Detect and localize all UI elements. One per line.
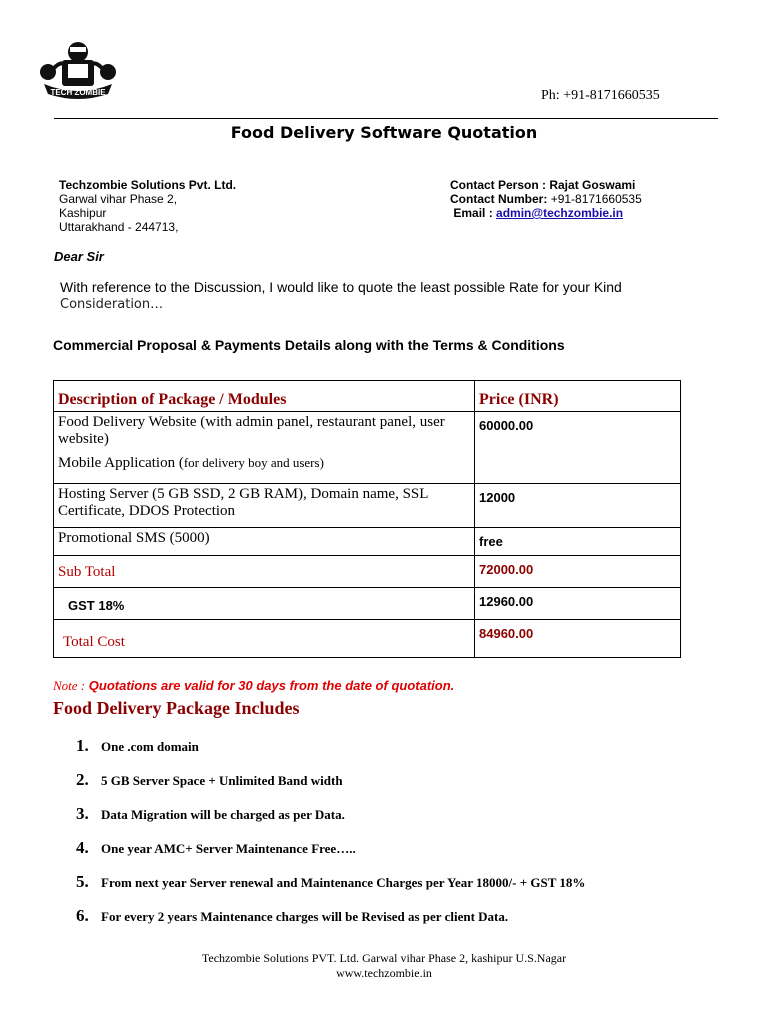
row-hosting-desc: Hosting Server (5 GB SSD, 2 GB RAM), Domain name, SSL Certificate, DDOS Protection — [54, 484, 475, 528]
greeting: Dear Sir — [54, 249, 104, 264]
intro-line-1: With reference to the Discussion, I would like to quote the least possible Rate for your Kind — [60, 279, 622, 295]
note-text: Quotations are valid for 30 days from the date of quotation. — [88, 678, 455, 693]
list-item — [76, 838, 585, 872]
mobile-app-detail: for delivery boy and users) — [183, 455, 324, 470]
item-text: One year AMC+ Server Maintenance Free….. — [101, 841, 356, 856]
table-row — [54, 620, 681, 658]
subtotal-label: Sub Total — [54, 556, 475, 588]
gst-label: GST 18% — [54, 588, 475, 620]
contact-block — [450, 178, 642, 220]
svg-text:TECH ZOMBIE: TECH ZOMBIE — [50, 88, 106, 97]
footer-website: www.techzombie.in — [336, 966, 432, 980]
table-row — [54, 556, 681, 588]
company-address — [59, 178, 236, 234]
row-website-desc — [54, 412, 475, 484]
row-sms-desc: Promotional SMS (5000) — [54, 528, 475, 556]
note-label: Note : — [53, 678, 86, 693]
list-item — [76, 872, 585, 906]
item-text: One .com domain — [101, 739, 199, 754]
tech-zombie-logo — [36, 38, 120, 100]
total-price: 84960.00 — [475, 620, 681, 658]
mobile-app-text: Mobile Application ( — [58, 455, 184, 471]
address-line-3: Uttarakhand - 244713, — [59, 220, 179, 234]
page-footer — [0, 951, 768, 981]
intro-line-2: Consideration… — [60, 297, 164, 312]
table-row — [54, 528, 681, 556]
item-text: Data Migration will be charged as per Data. — [101, 807, 345, 822]
row-website-price: 60000.00 — [475, 412, 681, 484]
package-list — [76, 736, 585, 940]
total-label: Total Cost — [54, 620, 475, 658]
list-item — [76, 736, 585, 770]
item-number: 5. — [76, 872, 89, 891]
gst-price: 12960.00 — [475, 588, 681, 620]
address-line-2: Kashipur — [59, 206, 107, 220]
quotation-table — [53, 380, 681, 658]
list-item — [76, 804, 585, 838]
item-text: From next year Server renewal and Maintenance Charges per Year 18000/- + GST 18% — [101, 875, 586, 890]
header-divider — [54, 118, 718, 119]
proposal-heading: Commercial Proposal & Payments Details along with the Terms & Conditions — [53, 337, 565, 353]
item-number: 2. — [76, 770, 89, 789]
website-desc-text: Food Delivery Website (with admin panel, restaurant panel, user website) — [58, 414, 445, 447]
item-number: 3. — [76, 804, 89, 823]
item-number: 1. — [76, 736, 89, 755]
contact-number-label: Contact Number: — [450, 192, 548, 206]
header-description: Description of Package / Modules — [54, 381, 475, 412]
validity-note — [53, 678, 454, 694]
list-item — [76, 770, 585, 804]
footer-address: Techzombie Solutions PVT. Ltd. Garwal vihar Phase 2, kashipur U.S.Nagar — [201, 951, 567, 965]
table-row — [54, 588, 681, 620]
item-number: 4. — [76, 838, 89, 857]
list-item — [76, 906, 585, 940]
intro-paragraph — [60, 279, 720, 313]
page-title: Food Delivery Software Quotation — [230, 123, 538, 142]
contact-number: +91-8171660535 — [550, 192, 642, 206]
company-name: Techzombie Solutions Pvt. Ltd. — [59, 178, 237, 192]
table-header-row — [54, 381, 681, 412]
email-link[interactable]: admin@techzombie.in — [496, 206, 624, 220]
item-text: 5 GB Server Space + Unlimited Band width — [101, 773, 343, 788]
row-sms-price: free — [475, 528, 681, 556]
package-heading: Food Delivery Package Includes — [53, 698, 300, 718]
row-hosting-price: 12000 — [475, 484, 681, 528]
subtotal-price: 72000.00 — [475, 556, 681, 588]
email-label: Email : — [453, 206, 493, 220]
address-line-1: Garwal vihar Phase 2, — [59, 192, 178, 206]
item-number: 6. — [76, 906, 89, 925]
table-row — [54, 484, 681, 528]
item-text: For every 2 years Maintenance charges will be Revised as per client Data. — [101, 909, 509, 924]
table-row — [54, 412, 681, 484]
phone-number: Ph: +91-8171660535 — [541, 88, 660, 103]
header-price: Price (INR) — [475, 381, 681, 412]
contact-person: Contact Person : Rajat Goswami — [450, 178, 636, 192]
